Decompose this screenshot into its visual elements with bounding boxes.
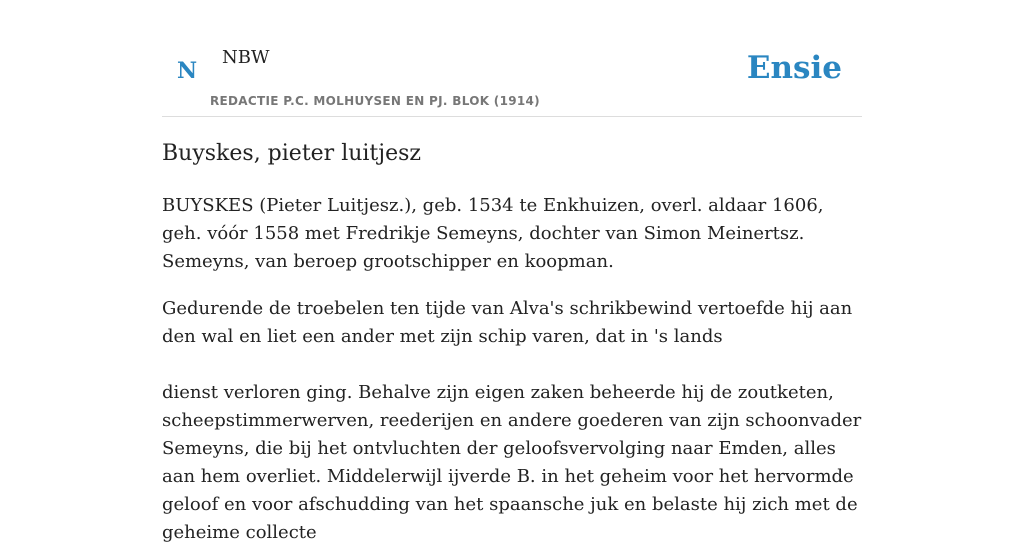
- source-name[interactable]: NBW: [222, 47, 270, 68]
- source-logo[interactable]: N: [177, 58, 198, 84]
- article-paragraph: Gedurende de troebelen ten tijde van Alva's schrikbewind vertoefde hij aan den wal en liet een ander met zijn schip varen, dat in 's lands: [162, 298, 853, 347]
- brand-logo[interactable]: Ensie: [746, 50, 842, 86]
- article-title: Buyskes, pieter luitjesz: [162, 141, 421, 166]
- article-paragraph: dienst verloren ging. Behalve zijn eigen zaken beheerde hij de zoutketen, scheepstimmerwerven, reederijen en andere goederen van zijn schoonvader Semeyns, die bij het ontvluchten der geloofsvervolging naar Emden, alles aan hem overliet. Middelerwijl ijverde B. in het geheim voor het hervormde geloof en voor afschudding van het spaansche juk en belaste hij zich met de geheime collecte: [162, 382, 862, 543]
- source-editors: REDACTIE P.C. MOLHUYSEN EN PJ. BLOK (1914): [210, 94, 540, 108]
- article-paragraph: BUYSKES (Pieter Luitjesz.), geb. 1534 te Enkhuizen, overl. aldaar 1606, geh. vóór 1558 met Fredrikje Semeyns, dochter van Simon Meinertsz. Semeyns, van beroep grootschipper en koopman.: [162, 195, 824, 272]
- site-header: [162, 0, 862, 117]
